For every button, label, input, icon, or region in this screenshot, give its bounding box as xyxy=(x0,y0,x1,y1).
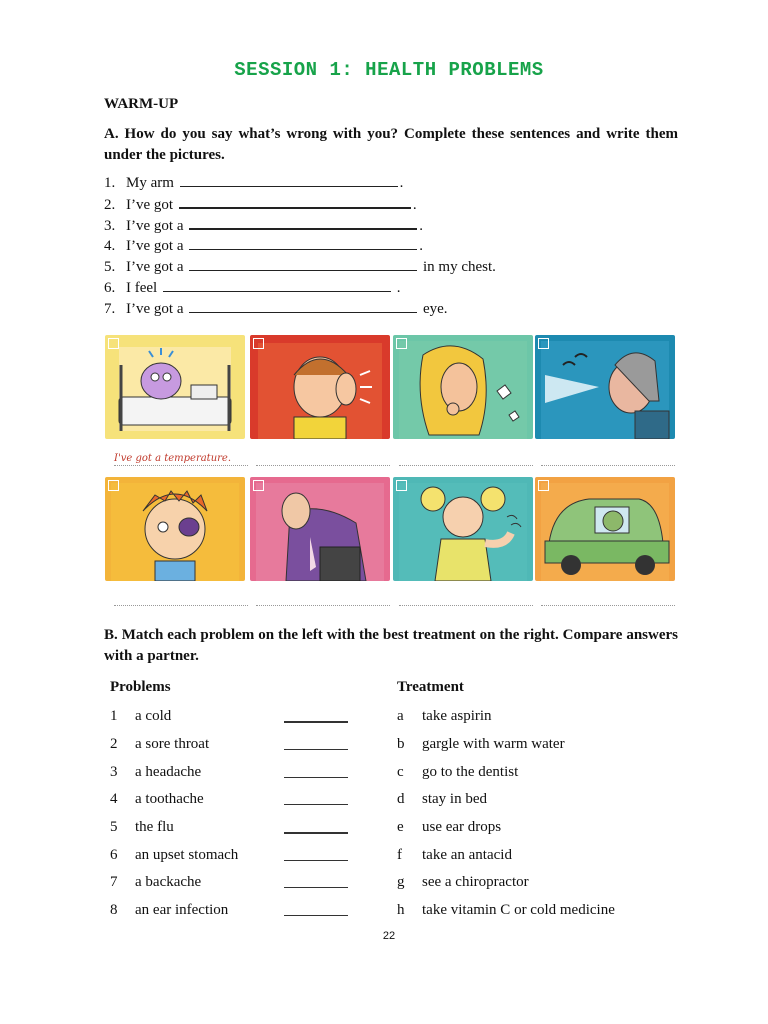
picture-b-earache xyxy=(250,335,390,439)
answer-blank[interactable] xyxy=(180,172,398,187)
picture-label-box xyxy=(396,480,407,491)
problems-header: Problems xyxy=(110,679,171,695)
picture-a-fever xyxy=(105,335,245,439)
caption-line[interactable] xyxy=(541,452,675,466)
answer-blank[interactable] xyxy=(189,298,417,313)
picture-e-black-eye xyxy=(105,477,245,581)
answer-blank[interactable] xyxy=(189,214,417,230)
caption-line[interactable] xyxy=(399,452,533,466)
match-answer-blank[interactable] xyxy=(284,887,348,888)
sentence-4: 4. I’ve got a . xyxy=(104,235,423,256)
caption-line[interactable] xyxy=(256,452,390,466)
picture-label-box xyxy=(253,338,264,349)
page-number: 22 xyxy=(382,930,396,942)
picture-h-car-sick xyxy=(535,477,675,581)
instruction-a: A. How do you say what’s wrong with you? Complete these sentences and write them under the pictures. xyxy=(104,126,678,163)
match-answer-blank[interactable] xyxy=(284,749,348,750)
match-answer-blank[interactable] xyxy=(284,832,348,834)
match-answer-blank[interactable] xyxy=(284,804,348,805)
picture-label-box xyxy=(253,480,264,491)
sentence-7: 7. I’ve got a eye. xyxy=(104,298,448,319)
sentence-3: 3. I’ve got a . xyxy=(104,214,423,235)
picture-label-box xyxy=(108,480,119,491)
instruction-b: B. Match each problem on the left with the best treatment on the right. Compare answers with a partner. xyxy=(104,627,678,664)
answer-blank[interactable] xyxy=(163,277,391,292)
caption-line[interactable] xyxy=(541,592,675,606)
picture-label-box xyxy=(396,338,407,349)
sentence-6: 6. I feel . xyxy=(104,277,400,298)
caption-line[interactable] xyxy=(114,592,248,606)
picture-label-box xyxy=(538,338,549,349)
sentence-1: 1. My arm . xyxy=(104,172,403,193)
sentence-5: 5. I’ve got a in my chest. xyxy=(104,256,496,277)
answer-blank[interactable] xyxy=(189,256,417,271)
picture-g-sore-arm xyxy=(393,477,533,581)
picture-label-box xyxy=(538,480,549,491)
example-caption: I've got a temperature. xyxy=(114,453,232,464)
match-answer-blank[interactable] xyxy=(284,860,348,861)
caption-line[interactable] xyxy=(399,592,533,606)
caption-line[interactable] xyxy=(256,592,390,606)
match-answer-blank[interactable] xyxy=(284,777,348,778)
picture-label-box xyxy=(108,338,119,349)
picture-f-backache xyxy=(250,477,390,581)
picture-d-sneeze xyxy=(535,335,675,439)
answer-blank[interactable] xyxy=(189,235,417,250)
page-title: SESSION 1: HEALTH PROBLEMS xyxy=(234,59,544,81)
caption-line[interactable] xyxy=(114,452,248,466)
treatment-header: Treatment xyxy=(397,679,464,695)
answer-blank[interactable] xyxy=(179,193,411,209)
warmup-heading: WARM-UP xyxy=(104,96,179,112)
match-answer-blank[interactable] xyxy=(284,721,348,723)
sentence-2: 2. I’ve got . xyxy=(104,193,417,214)
picture-c-toothache xyxy=(393,335,533,439)
match-answer-blank[interactable] xyxy=(284,915,348,916)
